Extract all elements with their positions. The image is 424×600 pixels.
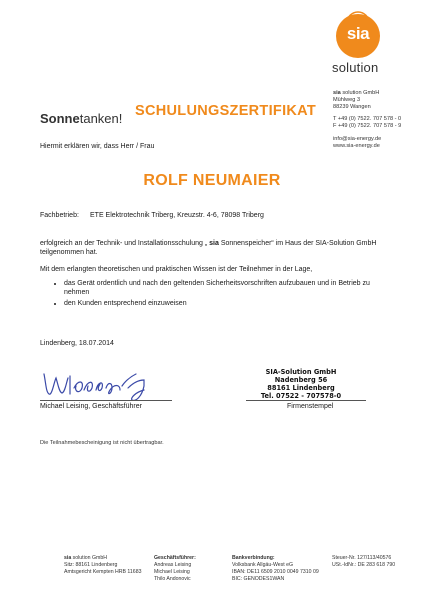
company-label: Fachbetrieb: [40, 212, 79, 219]
participant-name: ROLF NEUMAIER [143, 172, 281, 189]
place-date: Lindenberg, 18.07.2014 [40, 340, 114, 347]
footer-ceo-2: Michael Leising [154, 569, 190, 575]
logo-subtitle: solution [332, 60, 379, 75]
company-city: 88239 Wangen [333, 104, 371, 110]
footer-ceo-heading: Geschäftsführer: [154, 555, 196, 561]
footer-tax-no: Steuer-Nr. 127/113/40576 [332, 555, 392, 561]
ability-text: Mit dem erlangten theoretischen und praktischen Wissen ist der Teilnehmer in der Lage, [40, 266, 313, 273]
company-web: www.sia-energy.de [333, 143, 380, 149]
signature-caption: Michael Leising, Geschäftsführer [40, 403, 142, 410]
body-paragraph: erfolgreich an der Technik- und Installationsschulung „ sia Sonnenspeicher“ im Haus der SIA-Solution GmbH teilgenommen hat. [40, 240, 377, 256]
signature-line [40, 400, 172, 401]
company-value: ETE Elektrotechnik Triberg, Kreuzstr. 4-6, 78098 Triberg [90, 212, 264, 219]
stamp-city: 88161 Lindenberg [267, 384, 335, 392]
company-fax: F +49 (0) 7522. 707 578 - 9 [333, 123, 402, 129]
company-name: sia solution GmbH [333, 90, 380, 96]
list-item: • den Kunden entsprechend einzuweisen [64, 299, 384, 308]
sonnetanken-logo: Sonnetanken! [40, 111, 123, 126]
footer-court: Amtsgericht Kempten HRB 11683 [64, 569, 142, 575]
footer-ceo-1: Andreas Leising [154, 562, 192, 568]
footer-ceo-3: Thilo Andonovic [154, 576, 191, 582]
stamp-street: Nadenberg 56 [274, 376, 328, 384]
footer-bank-name: Volksbank Allgäu-West eG [232, 562, 294, 568]
footer-bic: BIC: GENODES1WAN [232, 576, 285, 582]
intro-text: Hiermit erklären wir, dass Herr / Frau [40, 143, 155, 150]
footer-seat: Sitz: 88161 Lindenberg [64, 562, 118, 568]
stamp-line [246, 400, 366, 401]
footer-company: sia solution GmbH [64, 555, 107, 561]
list-item: • das Gerät ordentlich und nach den geltenden Sicherheitsvorschriften aufzubauen und in Betrieb zu nehmen [64, 279, 384, 297]
footer-vat-id: USt.-IdNr.: DE 283 618 790 [332, 562, 396, 568]
footer-bank-heading: Bankverbindung: [232, 555, 275, 561]
company-street: Mühlweg 3 [333, 97, 361, 103]
stamp-caption: Firmenstempel [287, 403, 334, 410]
footer-iban: IBAN: DE11 6509 2010 0049 7310 09 [232, 569, 319, 575]
ability-list [40, 279, 384, 310]
stamp-name: SIA-Solution GmbH [265, 368, 337, 376]
company-email: info@sia-energy.de [333, 136, 382, 142]
logo-brand: sia [346, 24, 370, 43]
transfer-note: Die Teilnahmebescheinigung ist nicht übertragbar. [40, 440, 164, 446]
certificate-title: SCHULUNGSZERTIFIKAT [135, 103, 317, 119]
stamp-phone: Tel. 07522 - 707578-0 [260, 392, 342, 400]
company-phone: T +49 (0) 7522. 707 578 - 0 [333, 116, 402, 122]
